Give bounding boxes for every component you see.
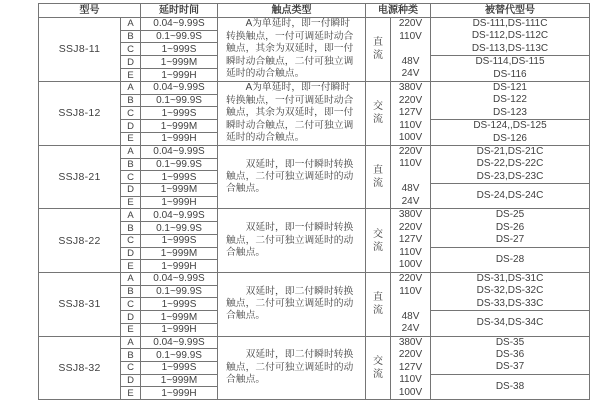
replaced-model: DS-123 — [493, 106, 527, 118]
letter-cell: E — [121, 69, 141, 82]
contact-line: 双延时，即一付瞬时转换 — [245, 222, 354, 234]
delay-cell: 0.04~9.99S — [141, 18, 218, 31]
replaced-top-cell — [431, 336, 590, 374]
voltage-cell — [391, 81, 431, 145]
replaced-model: DS-111,DS-111C — [472, 18, 548, 29]
model-cell: SSJ8-31 — [39, 273, 121, 337]
replaced-top-cell — [431, 273, 590, 311]
letter-cell: B — [121, 222, 141, 235]
contact-line: 延时的动合触点。 — [226, 68, 305, 80]
voltage-label: 220V — [398, 94, 423, 106]
voltage-label: 220V — [398, 349, 423, 361]
replaced-model: DS-122 — [493, 94, 527, 106]
letter-cell: E — [121, 196, 141, 209]
voltage-label: 100V — [398, 386, 423, 398]
letter-cell: C — [121, 298, 141, 311]
header-contact: 触点类型 — [218, 4, 366, 18]
delay-cell: 1~999H — [141, 69, 218, 82]
contact-line: A为单延时，即一付瞬时 — [245, 18, 351, 30]
replaced-model: DS-124,,DS-125 — [473, 120, 547, 132]
voltage-label — [391, 43, 430, 56]
power-type-cell — [366, 81, 391, 145]
letter-cell: E — [121, 133, 141, 146]
delay-cell: 1~999H — [141, 387, 218, 400]
voltage-label — [391, 298, 430, 311]
voltage-label: 110V — [399, 158, 422, 170]
contact-line: 转换触点，一付可调延时动合 — [226, 30, 354, 42]
letter-cell: E — [121, 387, 141, 400]
voltage-label — [391, 171, 430, 184]
replaced-model: DS-23,DS-23C — [476, 170, 544, 182]
delay-cell: 0.04~9.99S — [141, 209, 218, 222]
letter-cell: E — [121, 323, 141, 336]
power-type-char: 流 — [373, 114, 383, 126]
delay-cell: 1~999M — [141, 247, 218, 260]
replaced-model: DS-31,DS-31C — [476, 273, 544, 284]
contact-line: 瞬时动合触点，二付可独立调 — [226, 119, 354, 131]
header-row — [39, 4, 590, 18]
delay-cell: 1~999H — [141, 323, 218, 336]
delay-cell: 1~999S — [141, 171, 218, 184]
voltage-label: 24V — [401, 68, 420, 80]
replaced-bottom-cell — [431, 56, 590, 82]
contact-line: 触点，二付可独立调延时的动 — [226, 361, 354, 373]
contact-line: 触点，二付可独立调延时的动 — [226, 234, 354, 246]
letter-cell: A — [121, 18, 141, 31]
voltage-label: 220V — [398, 145, 423, 157]
replaced-top-cell — [431, 81, 590, 119]
letter-cell: B — [121, 349, 141, 362]
voltage-label: 110V — [399, 30, 422, 42]
delay-cell: 0.04~9.99S — [141, 273, 218, 286]
voltage-label: 220V — [398, 18, 423, 30]
delay-cell: 1~999S — [141, 298, 218, 311]
replaced-model: DS-34,DS-34C — [476, 317, 544, 329]
voltage-label: 48V — [401, 310, 420, 322]
contact-line: 触点，二付可独立调延时的动 — [226, 170, 354, 182]
replaced-model: DS-24,DS-24C — [476, 190, 544, 202]
power-type-char: 直 — [373, 292, 383, 304]
contact-line: 双延时，即一付瞬时转换 — [245, 158, 354, 170]
voltage-label: 127V — [398, 107, 423, 119]
contact-line: 合触点。 — [226, 310, 266, 322]
power-type-char: 交 — [373, 228, 383, 240]
header-replaced: 被替代型号 — [431, 4, 590, 18]
letter-cell: B — [121, 285, 141, 298]
delay-cell: 0.1~99.9S — [141, 222, 218, 235]
letter-cell: A — [121, 81, 141, 94]
delay-cell: 0.1~99.9S — [141, 94, 218, 107]
letter-cell: B — [121, 158, 141, 171]
model-cell: SSJ8-12 — [39, 81, 121, 145]
power-type-cell — [366, 145, 391, 209]
voltage-label: 110V — [399, 246, 422, 258]
header-model: 型号 — [39, 4, 141, 18]
model-cell: SSJ8-22 — [39, 209, 121, 273]
power-type-char: 交 — [373, 101, 383, 113]
delay-cell: 1~999M — [141, 311, 218, 324]
voltage-label: 127V — [398, 361, 423, 373]
power-type-char: 交 — [373, 355, 383, 367]
letter-cell: E — [121, 260, 141, 273]
table-row — [39, 81, 590, 94]
letter-cell: B — [121, 94, 141, 107]
replaced-model: DS-121 — [493, 81, 527, 93]
contact-line: 双延时，即二付瞬时转换 — [245, 349, 354, 361]
letter-cell: C — [121, 171, 141, 184]
voltage-label: 380V — [398, 336, 423, 348]
letter-cell: D — [121, 374, 141, 387]
replaced-model: DS-116 — [493, 68, 527, 80]
voltage-label: 24V — [401, 195, 420, 207]
contact-line: 触点，其余为双延时，即一付 — [226, 107, 354, 119]
power-type-cell — [366, 273, 391, 337]
power-type-char: 流 — [373, 305, 383, 317]
power-type-char: 流 — [373, 50, 383, 62]
replaced-model: DS-114,DS-115 — [475, 56, 545, 68]
delay-cell: 1~999M — [141, 184, 218, 197]
contact-cell — [218, 273, 366, 337]
contact-line: 合触点。 — [226, 183, 266, 195]
replaced-bottom-cell — [431, 120, 590, 146]
letter-cell: D — [121, 56, 141, 69]
replaced-model: DS-21,DS-21C — [476, 145, 544, 157]
replaced-model: DS-28 — [495, 253, 525, 265]
contact-line: 触点，其余为双延时，即一付 — [226, 43, 354, 55]
power-type-char: 流 — [373, 178, 383, 190]
power-type-cell — [366, 18, 391, 82]
contact-line: 延时的动合触点。 — [226, 132, 305, 144]
table-body — [39, 18, 590, 400]
table-row — [39, 18, 590, 31]
delay-cell: 1~999S — [141, 43, 218, 56]
replaced-model: DS-37 — [495, 361, 525, 373]
replaced-model: DS-113,DS-113C — [471, 42, 549, 54]
replaced-model: DS-27 — [495, 234, 525, 246]
contact-line: 瞬时动合触点，二付可独立调 — [226, 55, 354, 67]
model-cell: SSJ8-11 — [39, 18, 121, 82]
delay-cell: 0.04~9.99S — [141, 145, 218, 158]
voltage-label: 48V — [401, 183, 420, 195]
voltage-cell — [391, 273, 431, 337]
contact-line: 合触点。 — [226, 246, 266, 258]
voltage-label: 110V — [399, 119, 422, 131]
model-cell: SSJ8-32 — [39, 336, 121, 400]
voltage-label: 110V — [399, 374, 422, 386]
letter-cell: D — [121, 311, 141, 324]
letter-cell: A — [121, 273, 141, 286]
replaced-top-cell — [431, 145, 590, 183]
replaced-bottom-cell — [431, 374, 590, 399]
replaced-model: DS-25 — [495, 209, 525, 221]
replaced-model: DS-36 — [495, 348, 525, 360]
contact-cell — [218, 18, 366, 82]
letter-cell: A — [121, 145, 141, 158]
replaced-top-cell — [431, 18, 590, 56]
contact-line: 合触点。 — [226, 374, 266, 386]
power-type-char: 直 — [373, 37, 383, 49]
delay-cell: 0.04~9.99S — [141, 336, 218, 349]
delay-cell: 0.1~99.9S — [141, 158, 218, 171]
delay-cell: 1~999S — [141, 107, 218, 120]
letter-cell: D — [121, 247, 141, 260]
power-type-char: 流 — [373, 241, 383, 253]
contact-cell — [218, 209, 366, 273]
power-type-char: 直 — [373, 165, 383, 177]
voltage-cell — [391, 145, 431, 209]
replaced-bottom-cell — [431, 311, 590, 336]
voltage-label: 380V — [398, 209, 423, 221]
delay-cell: 1~999H — [141, 196, 218, 209]
replaced-model: DS-112,DS-112C — [471, 30, 549, 42]
header-power: 电源种类 — [366, 4, 431, 18]
header-delay: 延时时间 — [141, 4, 218, 18]
replaced-model: DS-126 — [493, 132, 527, 144]
table-row — [39, 209, 590, 222]
delay-cell: 1~999M — [141, 56, 218, 69]
replaced-model: DS-35 — [495, 336, 525, 348]
voltage-label: 380V — [398, 82, 423, 94]
voltage-label: 110V — [399, 285, 422, 297]
delay-cell: 1~999M — [141, 374, 218, 387]
contact-line: A为单延时，即一付瞬时 — [245, 82, 351, 94]
voltage-label: 127V — [398, 234, 423, 246]
letter-cell: B — [121, 30, 141, 43]
delay-cell: 0.1~99.9S — [141, 30, 218, 43]
replaced-model: DS-33,DS-33C — [476, 297, 544, 309]
delay-cell: 1~999H — [141, 133, 218, 146]
table-row — [39, 336, 590, 349]
voltage-label: 220V — [398, 221, 423, 233]
delay-cell: 1~999S — [141, 361, 218, 374]
letter-cell: C — [121, 43, 141, 56]
contact-cell — [218, 145, 366, 209]
delay-cell: 1~999H — [141, 260, 218, 273]
delay-cell: 0.1~99.9S — [141, 285, 218, 298]
replaced-model: DS-22,DS-22C — [476, 158, 544, 170]
delay-cell: 1~999S — [141, 234, 218, 247]
power-type-cell — [366, 209, 391, 273]
letter-cell: D — [121, 120, 141, 133]
voltage-label: 100V — [398, 132, 423, 144]
voltage-cell — [391, 18, 431, 82]
delay-cell: 1~999M — [141, 120, 218, 133]
voltage-label: 48V — [401, 55, 420, 67]
delay-cell: 0.04~9.99S — [141, 81, 218, 94]
table-row — [39, 273, 590, 286]
voltage-cell — [391, 209, 431, 273]
power-type-char: 流 — [373, 368, 383, 380]
replaced-top-cell — [431, 209, 590, 247]
letter-cell: C — [121, 361, 141, 374]
letter-cell: C — [121, 107, 141, 120]
replaced-model: DS-26 — [495, 221, 525, 233]
voltage-cell — [391, 336, 431, 400]
contact-line: 双延时，即二付瞬时转换 — [245, 285, 354, 297]
replaced-bottom-cell — [431, 184, 590, 209]
voltage-label: 100V — [398, 259, 423, 271]
voltage-label: 24V — [401, 323, 420, 335]
spec-table — [38, 3, 590, 400]
model-cell: SSJ8-21 — [39, 145, 121, 209]
power-type-cell — [366, 336, 391, 400]
replaced-bottom-cell — [431, 247, 590, 272]
voltage-label: 220V — [398, 273, 423, 285]
replaced-model: DS-32,DS-32C — [476, 285, 544, 297]
letter-cell: A — [121, 209, 141, 222]
contact-line: 转换触点，一付可调延时动合 — [226, 94, 354, 106]
letter-cell: C — [121, 234, 141, 247]
letter-cell: A — [121, 336, 141, 349]
letter-cell: D — [121, 184, 141, 197]
replaced-model: DS-38 — [495, 380, 525, 392]
delay-cell: 0.1~99.9S — [141, 349, 218, 362]
contact-cell — [218, 336, 366, 400]
contact-cell — [218, 81, 366, 145]
table-row — [39, 145, 590, 158]
contact-line: 触点，二付可独立调延时的动 — [226, 298, 354, 310]
